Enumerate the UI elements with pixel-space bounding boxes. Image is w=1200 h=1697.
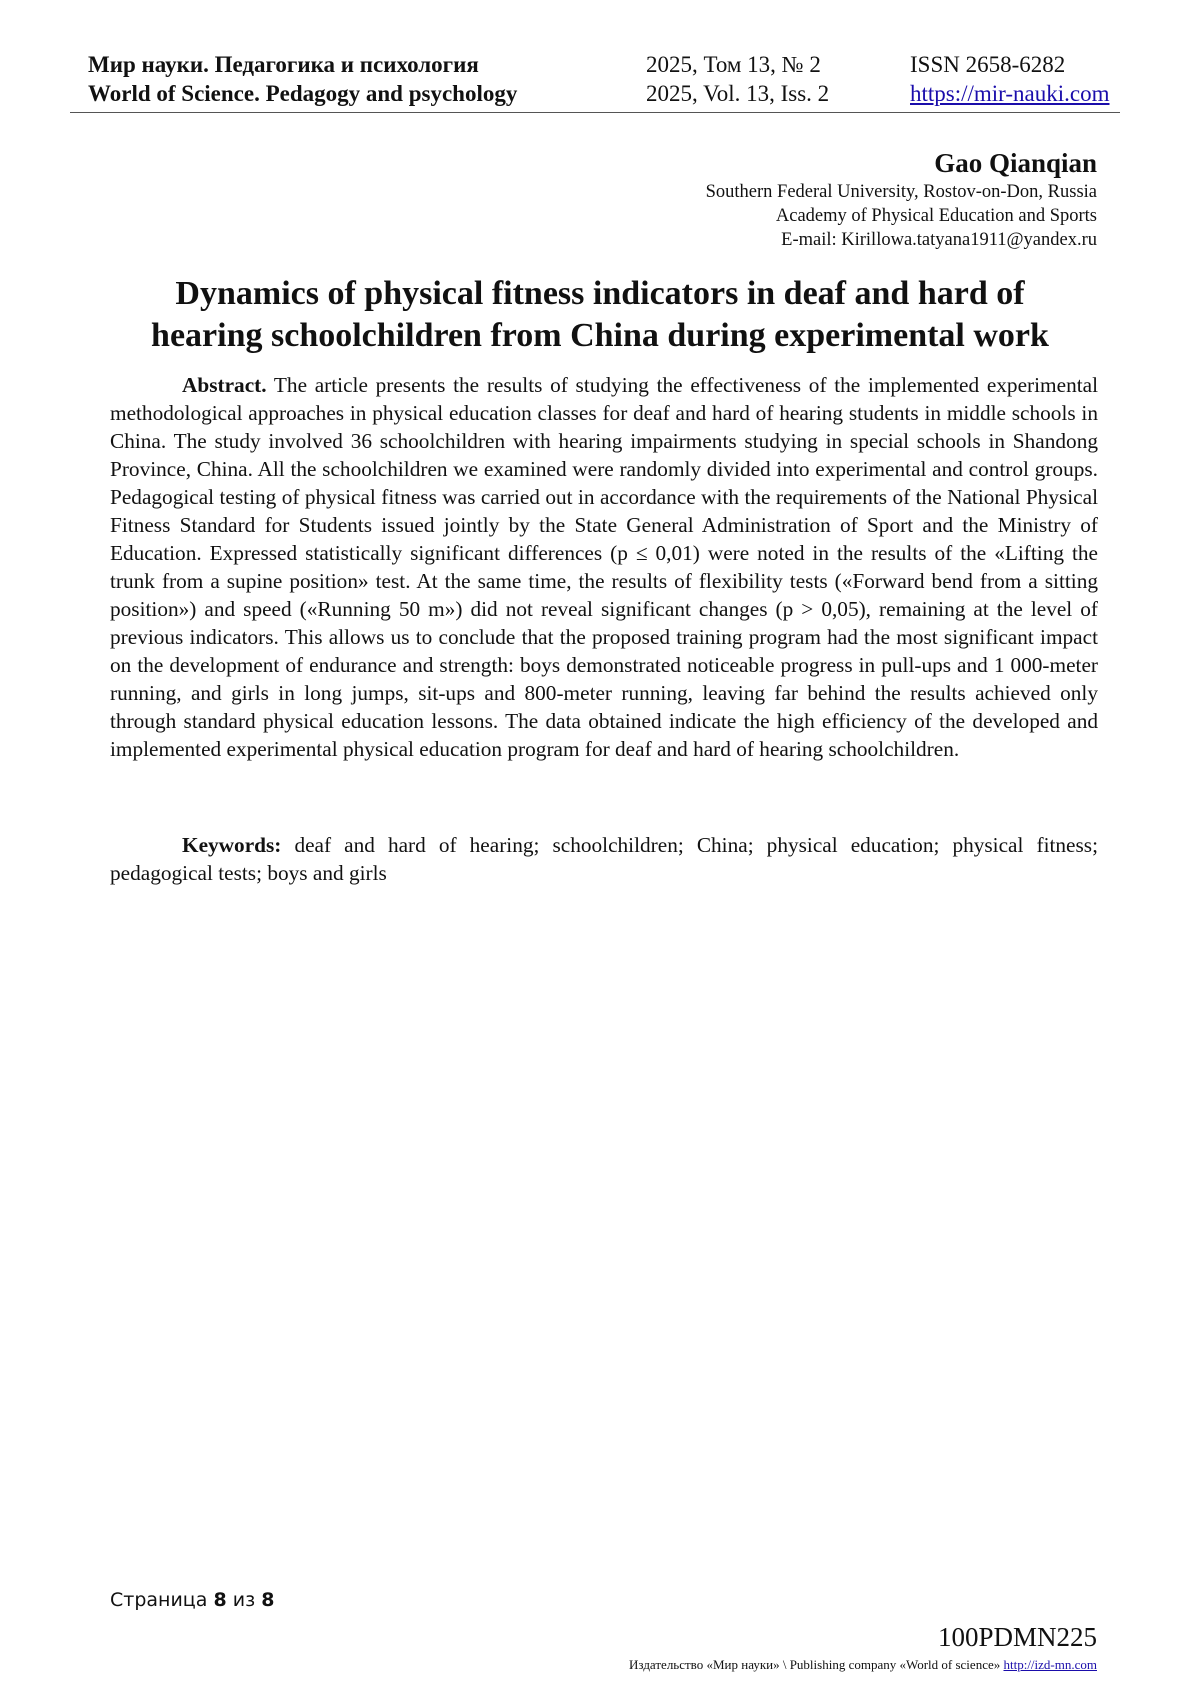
page-counter — [110, 1589, 274, 1611]
volume-en: 2025, Vol. 13, Iss. 2 — [646, 81, 830, 106]
page-total: 8 — [261, 1589, 275, 1611]
author-email: E-mail: Kirillowa.tatyana1911@yandex.ru — [781, 230, 1097, 250]
header-divider — [70, 112, 1120, 113]
journal-name-ru: Мир науки. Педагогика и психология — [88, 52, 479, 77]
website-link[interactable]: https://mir-nauki.com — [910, 81, 1110, 106]
author-block — [706, 146, 1097, 252]
document-id: 100PDMN225 — [937, 1622, 1097, 1652]
volume-info — [646, 50, 829, 108]
volume-ru: 2025, Том 13, № 2 — [646, 52, 821, 77]
publisher-link[interactable]: http://izd-mn.com — [1003, 1657, 1097, 1672]
keywords-label: Keywords: — [182, 833, 282, 857]
page-of: из — [232, 1589, 256, 1611]
article-title-line-1: Dynamics of physical fitness indicators in deaf and hard of — [175, 275, 1025, 312]
publisher-line — [629, 1657, 1097, 1673]
article-title — [100, 273, 1100, 357]
keywords-text: deaf and hard of hearing; schoolchildren; China; physical education; physical fitness; pedagogical tests; boys and girls — [110, 833, 1098, 885]
author-affiliation-university: Southern Federal University, Rostov-on-Don, Russia — [705, 182, 1097, 202]
author-affiliation-academy: Academy of Physical Education and Sports — [775, 206, 1097, 226]
issn: ISSN 2658-6282 — [910, 52, 1066, 77]
abstract — [110, 371, 1098, 763]
abstract-text: The article presents the results of studying the effectiveness of the implemented experimental methodological approaches in physical education classes for deaf and hard of hearing students in middle schools in China. The study involved 36 schoolchildren with hearing impairments studying in special schools in Shandong Province, China. All the schoolchildren we examined were randomly divided into experimental and control groups. Pedagogical testing of physical fitness was carried out in accordance with the requirements of the National Physical Fitness Standard for Students issued jointly by the State General Administration of Sport and the Ministry of Education. Expressed statistically significant differences (p ≤ 0,01) were noted in the results of the «Lifting the trunk from a supine position» test. At the same time, the results of flexibility tests («Forward bend from a sitting position») and speed («Running 50 m») did not reveal significant changes (p > 0,05), remaining at the level of previous indicators. This allows us to conclude that the proposed training program had the most significant impact on the development of endurance and strength: boys demonstrated noticeable progress in pull-ups and 1 000-meter running, and girls in long jumps, sit-ups and 800-meter running, leaving far behind the results achieved only through standard physical education lessons. The data obtained indicate the high efficiency of the developed and implemented experimental physical education program for deaf and hard of hearing schoolchildren. — [110, 373, 1098, 761]
journal-name-en: World of Science. Pedagogy and psychology — [88, 81, 518, 106]
author-name: Gao Qianqian — [934, 148, 1097, 178]
page-current: 8 — [213, 1589, 227, 1611]
page-word: Страница — [110, 1589, 208, 1611]
publisher-text: Издательство «Мир науки» \ Publishing company «World of science» — [629, 1657, 1001, 1672]
keywords — [110, 831, 1098, 887]
article-title-line-2: hearing schoolchildren from China during experimental work — [151, 317, 1049, 354]
issn-block — [910, 50, 1110, 108]
abstract-label: Abstract. — [182, 373, 267, 397]
journal-name — [88, 50, 517, 108]
